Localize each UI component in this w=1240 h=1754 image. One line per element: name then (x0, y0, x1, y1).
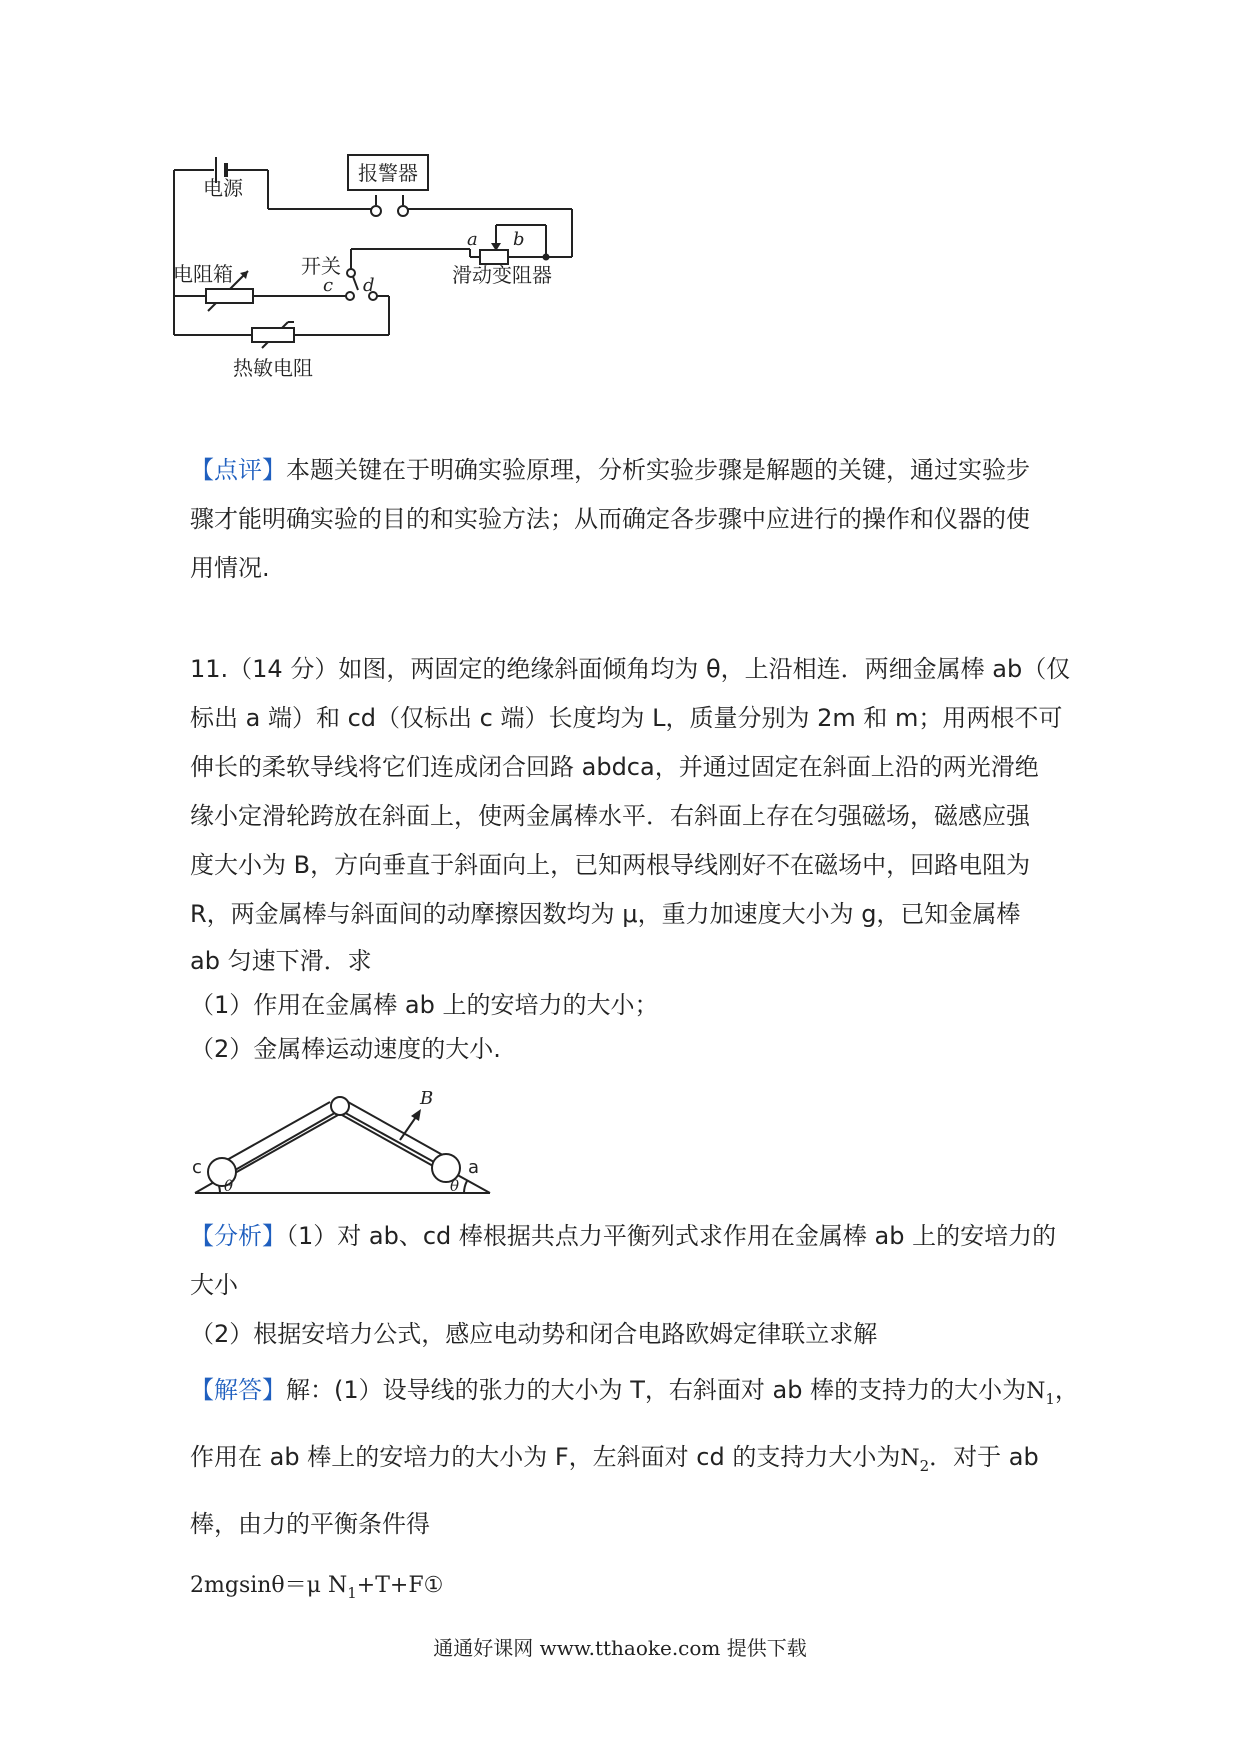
terminal-a-label: a (467, 229, 478, 250)
problem-line: 标出 a 端）和 cd（仅标出 c 端）长度均为 L，质量分别为 2m 和 m；用两根不可 (190, 704, 1063, 732)
answer-tag: 【解答】 (190, 1376, 286, 1404)
analysis-line-2: 大小 (190, 1271, 238, 1299)
terminal-d-label: d (363, 275, 375, 296)
answer-block (190, 1361, 1079, 1622)
problem-line: R，两金属棒与斜面间的动摩擦因数均为 μ，重力加速度大小为 g，已知金属棒 (190, 900, 1021, 928)
angle-left: θ (224, 1177, 234, 1195)
label-B: B (420, 1088, 434, 1109)
question-1: （1）作用在金属棒 ab 上的安培力的大小； (190, 991, 659, 1019)
analysis-line-3: （2）根据安培力公式，感应电动势和闭合电路欧姆定律联立求解 (190, 1320, 878, 1348)
terminal-b-label: b (513, 229, 525, 250)
problem-line: 缘小定滑轮跨放在斜面上，使两金属棒水平．右斜面上存在匀强磁场，磁感应强 (190, 802, 1030, 830)
problem-line: 度大小为 B，方向垂直于斜面向上，已知两根导线刚好不在磁场中，回路电阻为 (190, 851, 1031, 879)
switch-label: 开关 (301, 254, 341, 278)
alarm-label: 报警器 (358, 161, 418, 185)
angle-right: θ (450, 1177, 460, 1195)
problem-line: 11.（14 分）如图，两固定的绝缘斜面倾角均为 θ，上沿相连．两细金属棒 ab（仅 (190, 655, 1071, 683)
equation-1: 2mgsinθ＝μ $N_1+T+F①$ (190, 1573, 444, 1602)
comment-line-1: 【点评】本题关键在于明确实验原理，分析实验步骤是解题的关键，通过实验步 (190, 456, 1030, 484)
comment-line-3: 用情况. (190, 554, 270, 582)
comment-tag: 【点评】 (190, 456, 286, 484)
thermistor-label: 热敏电阻 (233, 356, 313, 380)
comment-block (190, 446, 1070, 593)
analysis-line-1: 【分析】（1）对 ab、cd 棒根据共点力平衡列式求作用在金属棒 ab 上的安培力的 (190, 1222, 1057, 1250)
incline-figure (190, 1080, 510, 1205)
answer-line-2: 作用在 ab 棒上的安培力的大小为 F，左斜面对 cd 的支持力大小为$N_2$．对于 ab (190, 1443, 1039, 1475)
n1-symbol: $N_1$ (1026, 1379, 1055, 1408)
problem-line: 伸长的柔软导线将它们连成闭合回路 abdca，并通过固定在斜面上沿的两光滑绝 (190, 753, 1039, 781)
n2-symbol: $N_2$ (900, 1446, 930, 1475)
problem-line: ab 匀速下滑．求 (190, 947, 372, 975)
problem-block (190, 645, 1070, 1071)
label-a: a (468, 1157, 480, 1178)
resistance-box-label: 电阻箱 (173, 262, 233, 286)
comment-line-2: 骤才能明确实验的目的和实验方法；从而确定各步骤中应进行的操作和仪器的使 (190, 505, 1030, 533)
analysis-block (190, 1212, 1070, 1359)
answer-line-1: 【解答】解：(1）设导线的张力的大小为 T，右斜面对 ab 棒的支持力的大小为$N_1$， (190, 1376, 1079, 1408)
analysis-tag: 【分析】 (190, 1222, 286, 1250)
question-2: （2）金属棒运动速度的大小. (190, 1035, 501, 1063)
page-footer: 通通好课网 www.tthaoke.com 提供下载 (433, 1636, 807, 1660)
terminal-c-label: c (323, 275, 334, 296)
answer-line-3: 棒，由力的平衡条件得 (190, 1510, 430, 1538)
rheostat-label: 滑动变阻器 (452, 263, 552, 287)
circuit-diagram (170, 145, 660, 395)
label-c: c (192, 1157, 202, 1178)
power-source-label: 电源 (203, 176, 243, 200)
